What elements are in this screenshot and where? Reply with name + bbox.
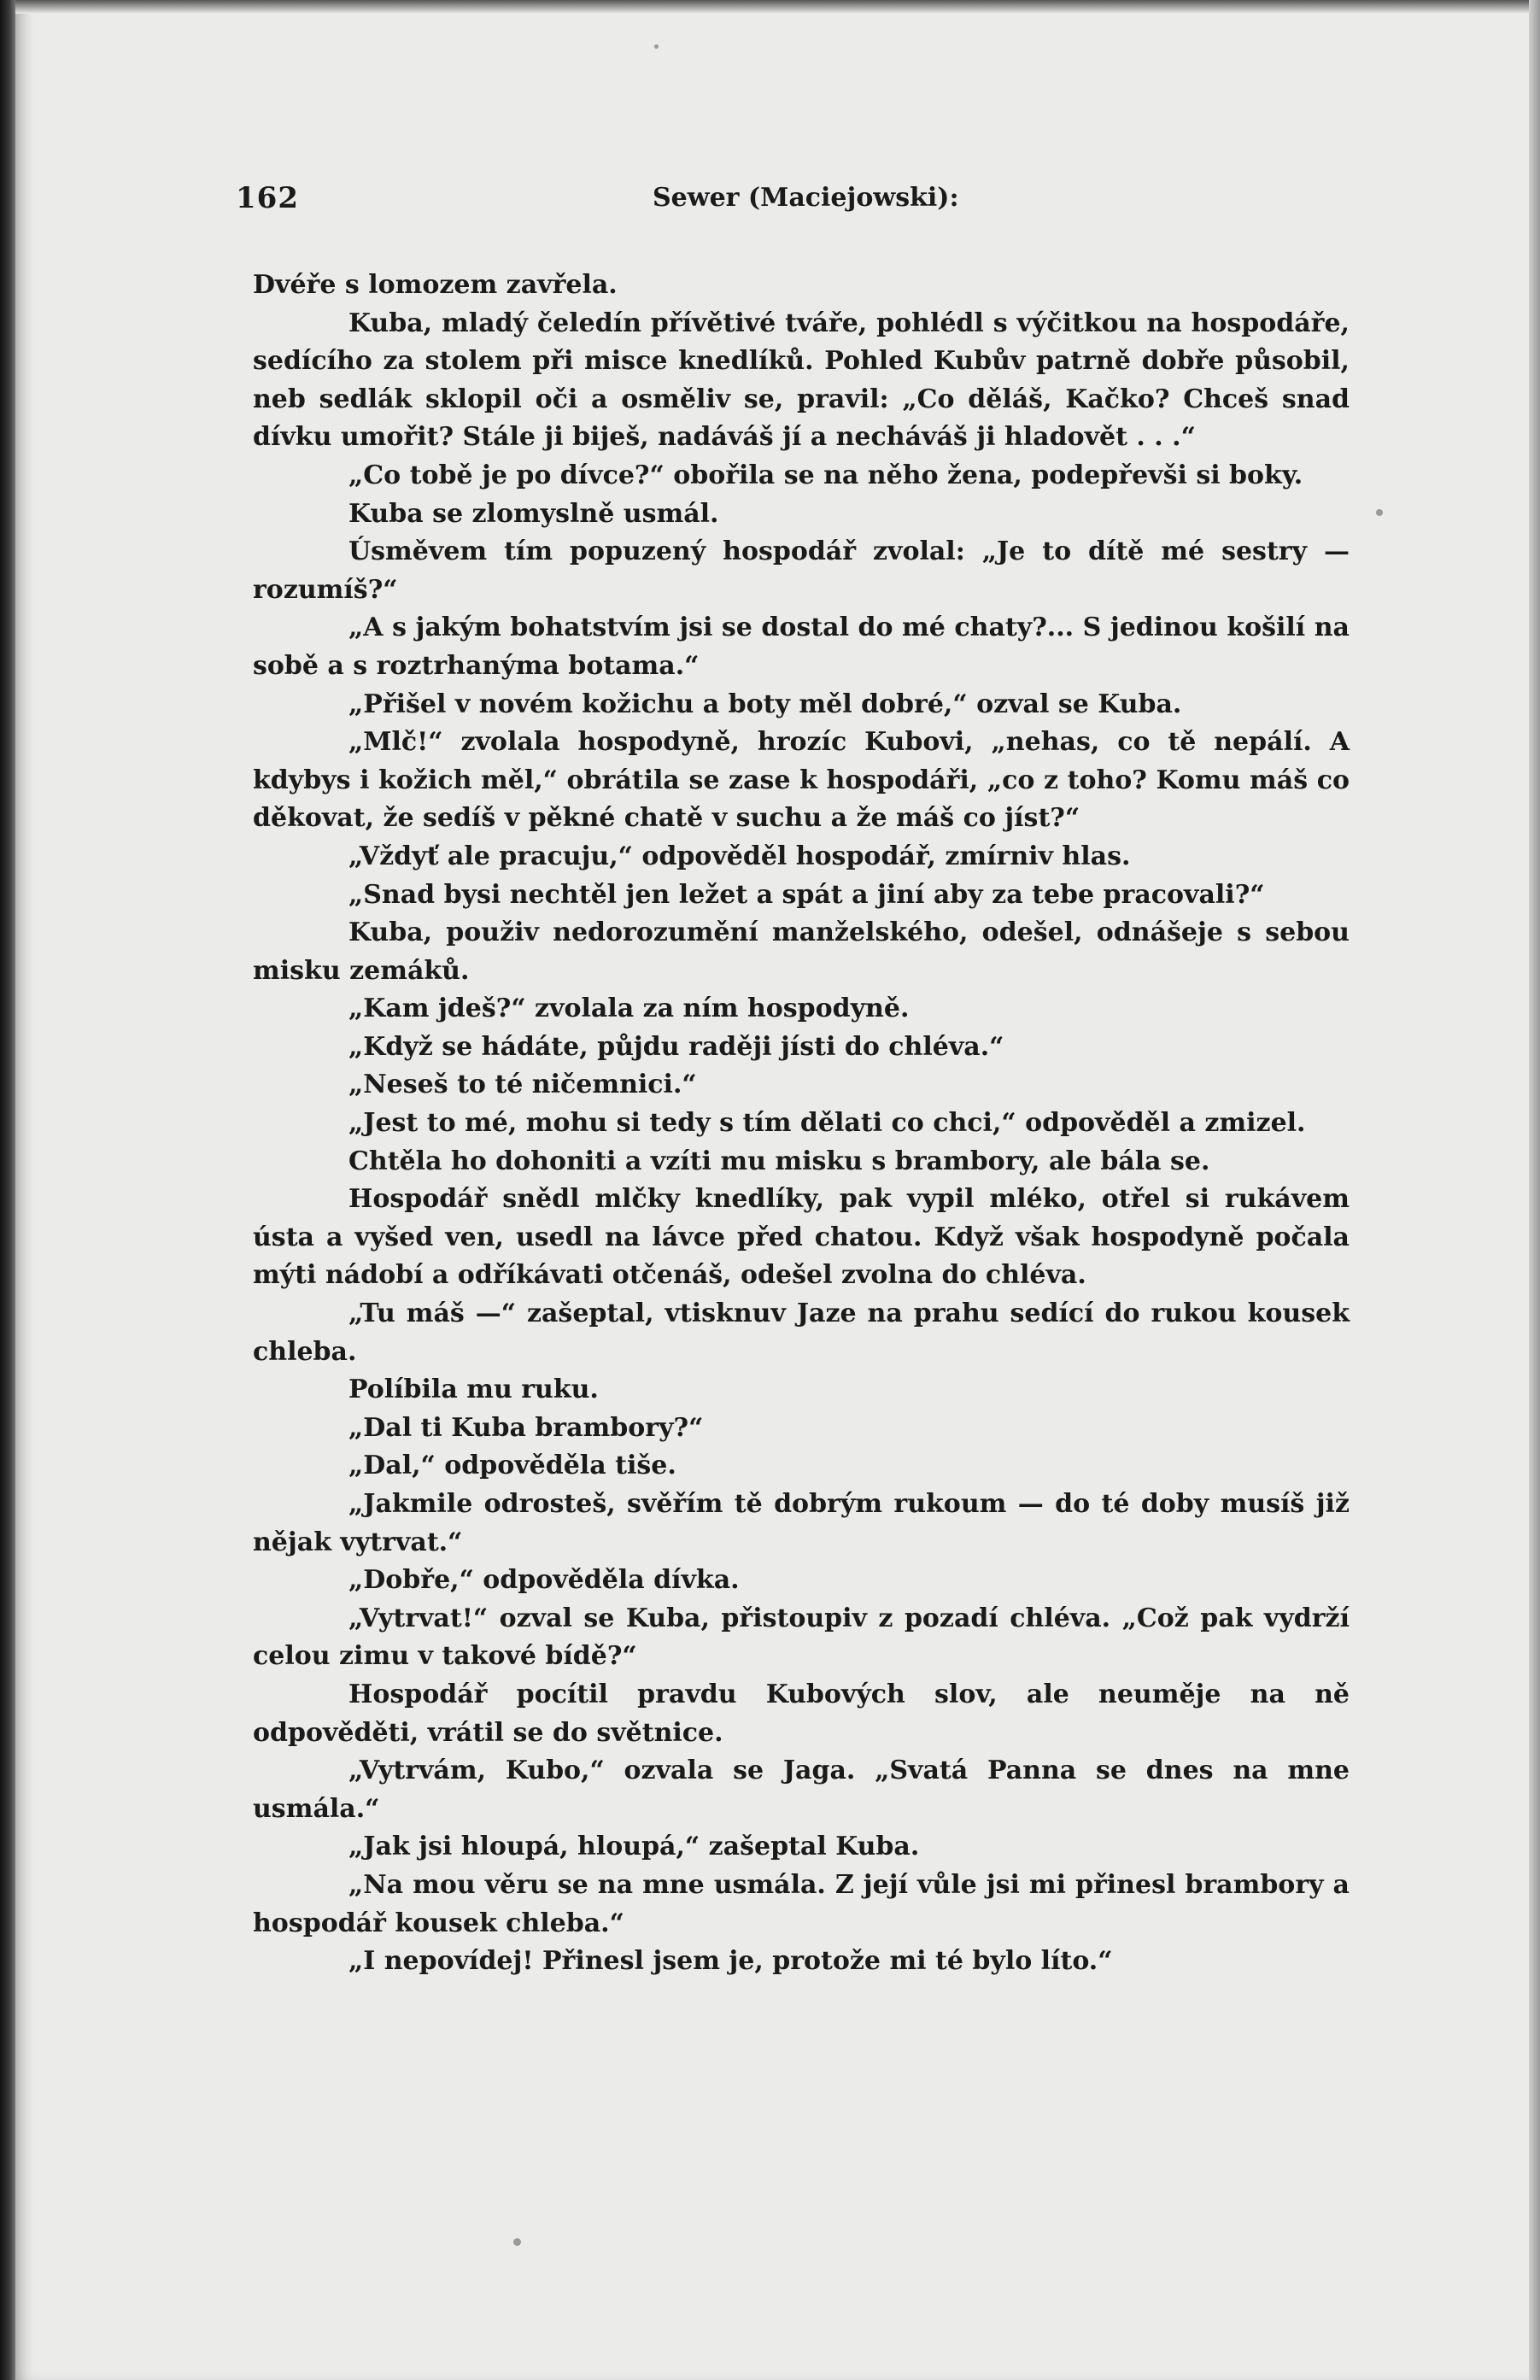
body-text bbox=[253, 267, 1350, 1981]
paragraph: Políbila mu ruku. bbox=[348, 1375, 599, 1405]
paragraph: Kuba, mladý čeledín přívětivé tváře, pohlédl s výčitkou na hospodáře, sedícího za stolem při misce knedlíků. Pohled Kubův patrně dobře působil, neb sedlák sklopil oči a osměliv se, pravil: „Co děláš, Kačko? Chceš snad dívku umořit? Stále ji biješ, nadáváš jí a necháváš ji hladovět . . .“ bbox=[253, 308, 1350, 453]
paragraph: „Jak jsi hloupá, hloupá,“ zašeptal Kuba. bbox=[348, 1832, 920, 1862]
paragraph: „Snad bysi nechtěl jen ležet a spát a jiní aby za tebe pracovali?“ bbox=[348, 879, 1265, 910]
paragraph: Hospodář pocítil pravdu Kubových slov, ale neuměje na ně odpověděti, vrátil se do světnice. bbox=[253, 1679, 1350, 1748]
paragraph: „Jest to mé, mohu si tedy s tím dělati co chci,“ odpověděl a zmizel. bbox=[348, 1108, 1306, 1139]
page-header bbox=[236, 181, 1363, 224]
book-spine-shadow bbox=[0, 0, 15, 2380]
paragraph: „Dobře,“ odpověděla dívka. bbox=[348, 1565, 740, 1596]
page-right-edge bbox=[1529, 0, 1540, 2380]
paragraph: „Kam jdeš?“ zvolala za ním hospodyně. bbox=[348, 994, 910, 1024]
paragraph: „Když se hádáte, půjdu raději jísti do chléva.“ bbox=[348, 1031, 1004, 1062]
paper-speck bbox=[1376, 509, 1383, 516]
paragraph: „I nepovídej! Přinesl jsem je, protože mi té bylo líto.“ bbox=[348, 1946, 1113, 1977]
paragraph: Hospodář snědl mlčky knedlíky, pak vypil mléko, otřel si rukávem ústa a vyšed ven, usedl na lávce před chatou. Když však hospodyně počala mýti nádobí a odříkávati otčenáš, odešel zvolna do chléva. bbox=[253, 1184, 1350, 1291]
paragraph: „Přišel v novém kožichu a boty měl dobré,“ ozval se Kuba. bbox=[348, 689, 1182, 719]
paper-speck bbox=[513, 2238, 521, 2246]
paragraph: Chtěla ho dohoniti a vzíti mu misku s brambory, ale bála se. bbox=[348, 1146, 1210, 1176]
paragraph: „Co tobě je po dívce?“ obořila se na něho žena, podepřevši si boky. bbox=[348, 460, 1303, 490]
paragraph: „Neseš to té ničemnici.“ bbox=[348, 1070, 697, 1100]
paragraph: Úsměvem tím popuzený hospodář zvolal: „Je to dítě mé sestry — rozumíš?“ bbox=[253, 536, 1350, 605]
paragraph: „Jakmile odrosteš, svěřím tě dobrým rukoum — do té doby musíš již nějak vytrvat.“ bbox=[253, 1489, 1350, 1557]
paper-speck bbox=[654, 44, 659, 49]
paragraph: „Dal ti Kuba brambory?“ bbox=[348, 1412, 704, 1443]
paragraph: „Vytrvat!“ ozval se Kuba, přistoupiv z pozadí chléva. „Což pak vydrží celou zimu v takové bídě?“ bbox=[253, 1603, 1350, 1672]
page-top-shadow bbox=[15, 0, 1529, 14]
paragraph: Kuba se zlomyslně usmál. bbox=[348, 498, 719, 529]
page-number: 162 bbox=[236, 181, 299, 215]
paragraph: „Vytrvám, Kubo,“ ozvala se Jaga. „Svatá Panna se dnes na mne usmála.“ bbox=[253, 1756, 1350, 1824]
paragraph: „Mlč!“ zvolala hospodyně, hrozíc Kubovi, „nehas, co tě nepálí. A kdybys i kožich měl,“ obrátila se zase k hospodáři, „co z toho? Komu máš co děkovat, že sedíš v pěkné chatě v suchu a že máš co jíst?“ bbox=[253, 727, 1350, 834]
paragraph: „Dal,“ odpověděla tiše. bbox=[348, 1451, 676, 1481]
paragraph: Kuba, použiv nedorozumění manželského, odešel, odnášeje s sebou misku zemáků. bbox=[253, 917, 1350, 986]
paragraph: „A s jakým bohatstvím jsi se dostal do mé chaty?... S jedinou košilí na sobě a s roztrhanýma botama.“ bbox=[253, 613, 1350, 681]
running-head: Sewer (Maciejowski): bbox=[653, 183, 959, 213]
paragraph: „Vždyť ale pracuju,“ odpověděl hospodář, zmírniv hlas. bbox=[348, 841, 1131, 871]
paragraph: „Tu máš —“ zašeptal, vtisknuv Jaze na prahu sedící do rukou kousek chleba. bbox=[253, 1298, 1350, 1367]
paragraph: Dvéře s lomozem zavřela. bbox=[253, 270, 618, 300]
paragraph: „Na mou věru se na mne usmála. Z její vůle jsi mi přinesl brambory a hospodář kousek chleba.“ bbox=[253, 1869, 1350, 1938]
